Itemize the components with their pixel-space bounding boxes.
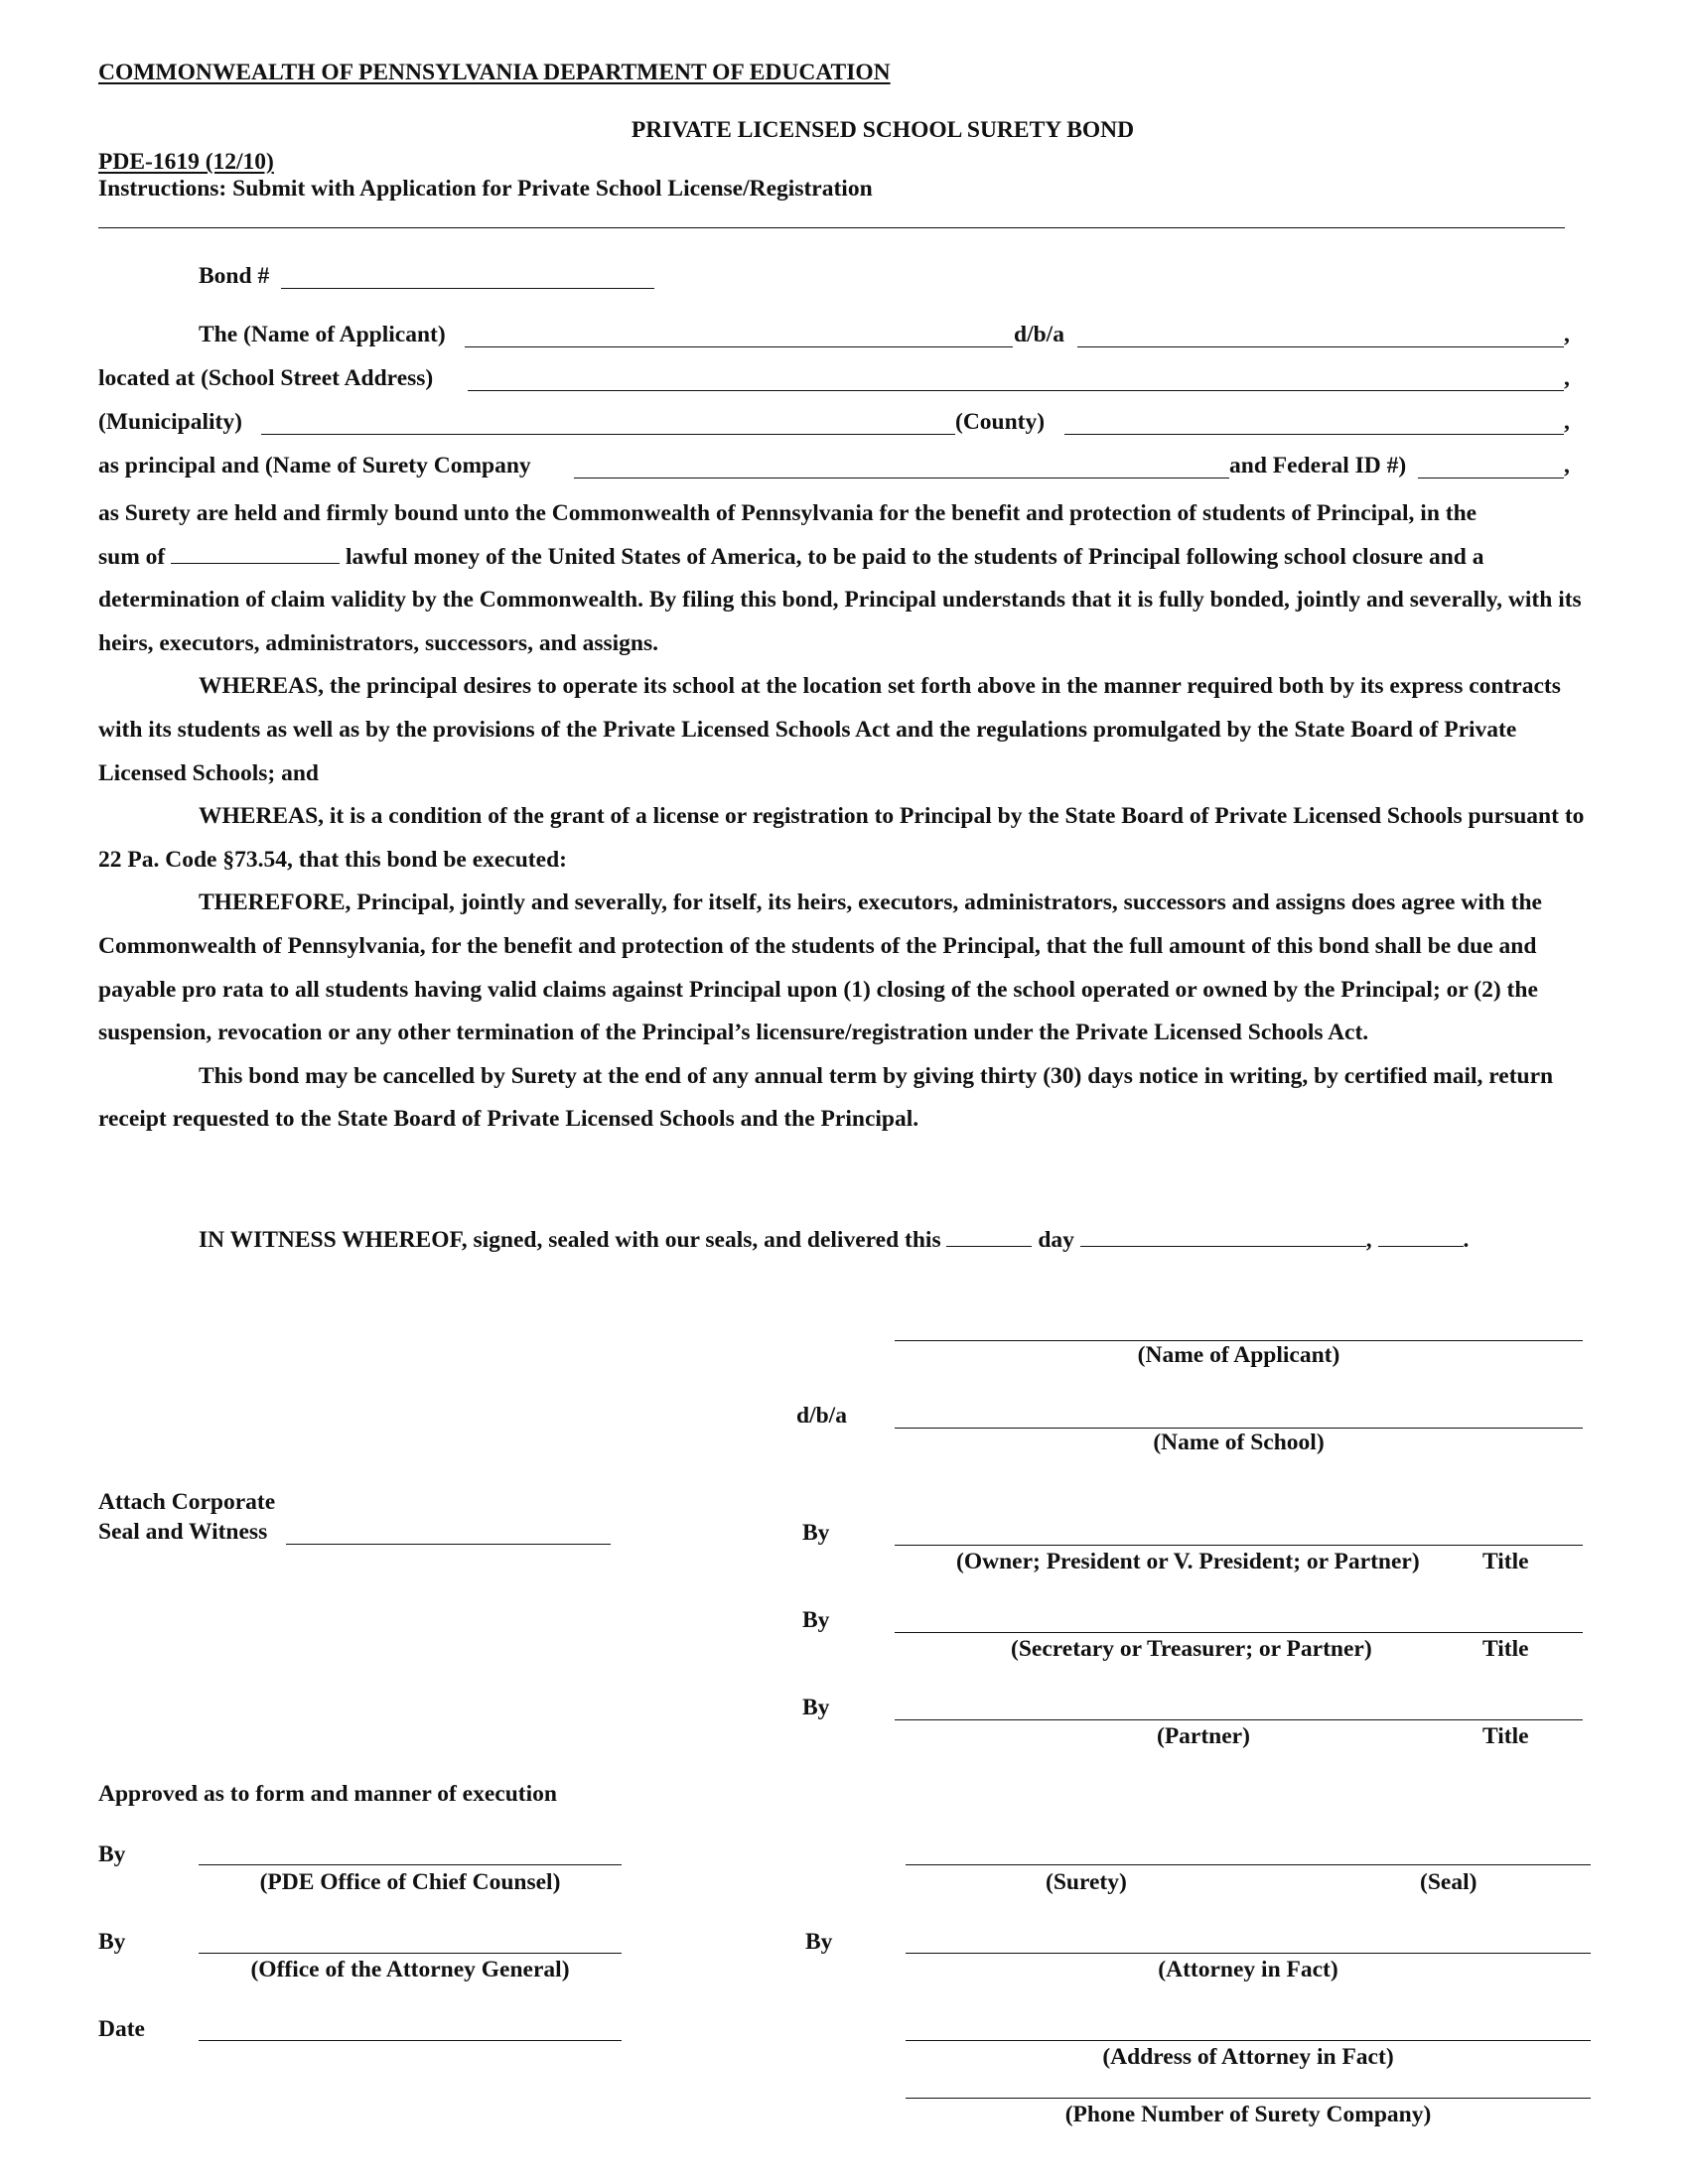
attach-corporate-label: Attach Corporate	[98, 1489, 276, 1515]
paragraph-bound-rest: lawful money of the United States of America, to be paid to the students of Principal following school closure and a determination of claim validity by the Commonwealth. By filing this bond, Principal understands that it is fully bonded, jointly and severally, with its heirs, executors, administrators, successors, and assigns.	[98, 543, 1582, 656]
form-number: PDE-1619 (12/10)	[98, 149, 274, 175]
period: .	[1463, 1227, 1470, 1253]
partner-caption: (Partner)	[1157, 1723, 1250, 1749]
school-address-field[interactable]	[468, 390, 1564, 391]
attorney-address-caption: (Address of Attorney in Fact)	[1102, 2044, 1394, 2070]
school-name-line[interactable]	[895, 1428, 1583, 1429]
title-caption: Title	[1482, 1723, 1529, 1749]
by-label: By	[802, 1695, 830, 1720]
secretary-caption: (Secretary or Treasurer; or Partner)	[1011, 1636, 1372, 1662]
date-field[interactable]	[199, 2040, 622, 2041]
witness-day-field[interactable]	[946, 1226, 1032, 1247]
header-rule	[98, 227, 1565, 228]
sum-field[interactable]	[171, 543, 340, 564]
county-label: (County)	[955, 409, 1046, 435]
pde-counsel-caption: (PDE Office of Chief Counsel)	[259, 1869, 561, 1895]
bond-number-label: Bond #	[199, 263, 270, 289]
surety-phone-line[interactable]	[906, 2098, 1591, 2099]
applicant-signature-line[interactable]	[895, 1340, 1583, 1341]
witness-month-field[interactable]	[1080, 1226, 1366, 1247]
witness-year-field[interactable]	[1378, 1226, 1464, 1247]
dba-signature-label: d/b/a	[796, 1403, 847, 1429]
department-heading: COMMONWEALTH OF PENNSYLVANIA DEPARTMENT OF EDUCATION	[98, 60, 891, 85]
title-caption: Title	[1482, 1549, 1529, 1574]
surety-company-label: as principal and (Name of Surety Company	[98, 453, 531, 478]
witness-signature-line[interactable]	[286, 1544, 611, 1545]
address-label: located at (School Street Address)	[98, 365, 434, 391]
paragraph-bound	[98, 492, 1590, 665]
by-label: By	[805, 1929, 833, 1955]
instructions: Instructions: Submit with Application for Private School License/Registration	[98, 176, 873, 202]
comma: ,	[1365, 1227, 1372, 1253]
comma: ,	[1564, 453, 1570, 478]
municipality-label: (Municipality)	[98, 409, 242, 435]
date-label: Date	[98, 2016, 145, 2042]
witness-text: IN WITNESS WHEREOF, signed, sealed with our seals, and delivered this	[199, 1227, 941, 1253]
by-label: By	[802, 1607, 830, 1633]
comma: ,	[1564, 409, 1570, 435]
paragraph-whereas-1: WHEREAS, the principal desires to operate its school at the location set forth above in the manner required both by its express contracts with its students as well as by the provisions of the Private Licensed Schools Act and the regulations promulgated by the State Board of Private Licensed Schools; and	[98, 673, 1561, 786]
comma: ,	[1564, 365, 1570, 391]
comma: ,	[1564, 322, 1570, 347]
applicant-label: The (Name of Applicant)	[199, 322, 446, 347]
municipality-field[interactable]	[261, 434, 955, 435]
pde-counsel-signature-line[interactable]	[199, 1864, 622, 1865]
federal-id-label: and Federal ID #)	[1229, 453, 1407, 478]
witness-statement	[199, 1226, 1469, 1254]
surety-phone-caption: (Phone Number of Surety Company)	[1064, 2102, 1432, 2127]
attorney-in-fact-caption: (Attorney in Fact)	[1158, 1957, 1338, 1982]
name-of-applicant-caption: (Name of Applicant)	[1137, 1342, 1340, 1368]
surety-signature-line[interactable]	[906, 1864, 1591, 1865]
owner-signature-line[interactable]	[895, 1545, 1583, 1546]
partner-signature-line[interactable]	[895, 1719, 1583, 1720]
secretary-signature-line[interactable]	[895, 1632, 1583, 1633]
seal-caption: (Seal)	[1420, 1869, 1477, 1895]
surety-caption: (Surety)	[1046, 1869, 1127, 1895]
seal-witness-label: Seal and Witness	[98, 1519, 268, 1545]
form-title: PRIVATE LICENSED SCHOOL SURETY BOND	[631, 117, 1135, 143]
dba-field[interactable]	[1077, 346, 1564, 347]
witness-day-label: day	[1038, 1227, 1074, 1253]
sum-of-label: sum of	[98, 543, 166, 570]
owner-caption: (Owner; President or V. President; or Partner)	[956, 1549, 1420, 1574]
paragraph-whereas-2: WHEREAS, it is a condition of the grant of a license or registration to Principal by the State Board of Private Licensed Schools pursuant to 22 Pa. Code §73.54, that this bond be executed:	[98, 803, 1585, 873]
bond-number-field[interactable]	[281, 288, 654, 289]
by-label: By	[802, 1520, 830, 1546]
approved-heading: Approved as to form and manner of execution	[98, 1781, 557, 1807]
attorney-in-fact-signature-line[interactable]	[906, 1953, 1591, 1954]
paragraph-therefore: THEREFORE, Principal, jointly and severally, for itself, its heirs, executors, administrators, successors and assigns does agree with the Commonwealth of Pennsylvania, for the benefit and protection of the students of the Principal, that the full amount of this bond shall be due and payable pro rata to all students having valid claims against Principal upon (1) closing of the school operated or owned by the Principal; or (2) the suspension, revocation or any other termination of the Principal’s licensure/registration under the Private Licensed Schools Act.	[98, 889, 1542, 1046]
bond-body	[98, 492, 1590, 1142]
by-label: By	[98, 1842, 126, 1867]
applicant-name-field[interactable]	[465, 346, 1013, 347]
county-field[interactable]	[1064, 434, 1564, 435]
attorney-general-caption: (Office of the Attorney General)	[250, 1957, 570, 1982]
paragraph-cancellation: This bond may be cancelled by Surety at the end of any annual term by giving thirty (30) days notice in writing, by certified mail, return receipt requested to the State Board of Private Licensed Schools and the Principal.	[98, 1062, 1554, 1133]
paragraph-bound-line1: as Surety are held and firmly bound unto the Commonwealth of Pennsylvania for the benefit and protection of students of Principal, in the	[98, 500, 1477, 526]
name-of-school-caption: (Name of School)	[1153, 1430, 1325, 1455]
attorney-address-line[interactable]	[906, 2040, 1591, 2041]
attorney-general-signature-line[interactable]	[199, 1953, 622, 1954]
by-label: By	[98, 1929, 126, 1955]
title-caption: Title	[1482, 1636, 1529, 1662]
dba-label: d/b/a	[1014, 322, 1064, 347]
